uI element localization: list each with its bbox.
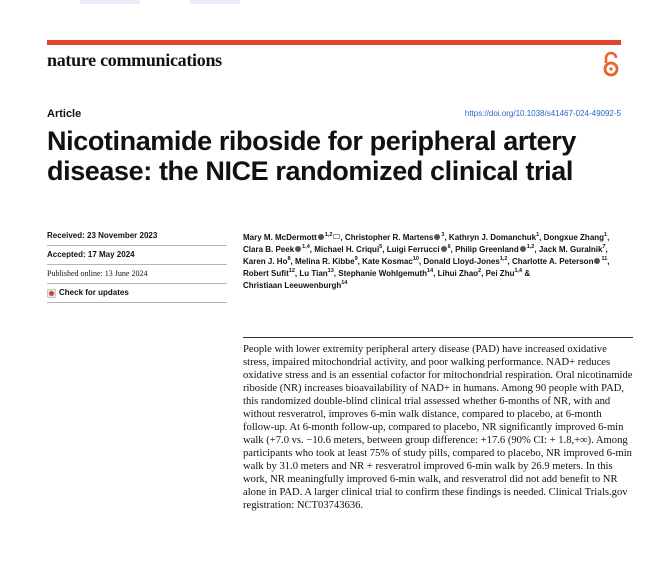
author-name[interactable]: Philip Greenland $^{1,2}$, [455,244,537,254]
author-name[interactable]: Christiaan Leeuwenburgh$^{14}$ [243,280,348,290]
affiliation-superscript: 1,4 [302,244,310,250]
affiliation-superscript: 1,2 [526,244,535,250]
author-name[interactable]: Charlotte A. Peterson $^{11}$, [511,256,610,266]
author-name[interactable]: Mary M. McDermott $^{1,2}$ , [243,232,343,242]
author-name[interactable]: Kate Kosmac$^{10}$, [362,256,422,266]
affiliation-superscript: 9 [354,256,358,262]
affiliation-superscript: 6 [447,244,451,250]
author-name[interactable]: Michael H. Criqui$^5$, [314,244,385,254]
affiliation-superscript: 12 [288,268,295,274]
check-for-updates-button[interactable] [47,283,227,303]
check-updates-label: Check for updates [59,288,129,297]
affiliation-superscript: 1 [604,232,608,238]
orcid-icon[interactable] [520,246,526,252]
abstract: People with lower extremity peripheral artery disease (PAD) have increased oxidative stress, impaired mitochondrial activity, and poor walking performance. NAD+ reduces oxidative stress and is an essential cofactor for mitochondrial respiration. Oral nicotinamide riboside (NR) increases bioavailability of NAD+ in humans. Among 90 people with PAD, this randomized double-blind clinical trial assessed whether 6-months of NR, with and without resveratrol, improves 6-min walk distance, compared to placebo, at 6-month follow-up. At 6-month follow-up, compared to placebo, NR significantly improved 6-min walk (+7.0 vs. −10.6 meters, between group difference: +17.6 (90% CI: + 1.8,+∞). Among participants who took at least 75% of study pills, compared to placebo, NR improved 6-min walk by 31.0 meters and NR + resveratrol improved 6-min walk by 26.9 meters. In this work, NR meaningfully improved 6-min walk, and resveratrol did not add benefit to NR alone in PAD. A larger clinical trial to confirm these findings is needed. Clinical Trials.gov registration: NCT03743636. [243,337,633,512]
article-title: Nicotinamide riboside for peripheral artery disease: the NICE randomized clinical trial [47,126,576,186]
author-name[interactable]: Karen J. Ho$^8$, [243,256,293,266]
author-name[interactable]: Lihui Zhao$^2$, [437,268,484,278]
affiliation-superscript: 1,4 [514,268,523,274]
orcid-icon[interactable] [594,258,600,264]
affiliation-superscript: 13 [327,268,334,274]
orcid-icon[interactable] [434,234,440,240]
author-list [243,232,633,292]
affiliation-superscript: 5 [379,244,383,250]
affiliation-superscript: 11 [601,256,608,262]
affiliation-superscript: 8 [287,256,291,262]
affiliation-superscript: 1 [536,232,540,238]
affiliation-superscript: 14 [427,268,434,274]
affiliation-superscript: 7 [602,244,606,250]
affiliation-superscript: 14 [341,280,348,286]
browser-top-strip [0,0,652,8]
affiliation-superscript: 10 [412,256,419,262]
received-date: Received: 23 November 2023 [47,231,158,240]
accepted-date: Accepted: 17 May 2024 [47,245,227,264]
author-name[interactable]: Dongxue Zhang$^1$, [543,232,610,242]
affiliation-superscript: 1,2 [499,256,508,262]
author-name[interactable]: Donald Lloyd-Jones$^{1,2}$, [423,256,510,266]
author-name[interactable]: Lu Tian$^{13}$, [299,268,337,278]
orcid-icon[interactable] [295,246,301,252]
check-updates-icon [47,289,56,298]
author-name[interactable]: Melina R. Kibbe$^9$, [295,256,360,266]
article-type-label: Article [47,108,82,120]
doi-link[interactable]: https://doi.org/10.1038/s41467-024-49092-5 [464,109,621,118]
author-name[interactable]: Pei Zhu$^{1,4}$ & [485,268,531,278]
journal-name[interactable]: nature communications [47,50,222,70]
author-name[interactable]: Jack M. Guralnik$^7$, [538,244,608,254]
affiliation-superscript: 1,2 [324,232,333,238]
affiliation-superscript: 2 [478,268,482,274]
published-date: Published online: 13 June 2024 [47,264,227,283]
author-name[interactable]: Robert Sufit$^{12}$, [243,268,298,278]
author-name[interactable]: Kathryn J. Domanchuk$^1$, [448,232,542,242]
orcid-icon[interactable] [441,246,447,252]
author-name[interactable]: Christopher R. Martens $^3$, [344,232,447,242]
open-access-icon[interactable] [600,50,622,78]
journal-header-rule [47,40,621,45]
orcid-icon[interactable] [318,234,324,240]
publication-history [47,229,227,303]
ghost-tab [190,0,240,4]
affiliation-superscript: 3 [441,232,445,238]
ghost-tab [80,0,140,4]
author-name[interactable]: Luigi Ferrucci $^6$, [386,244,453,254]
author-name[interactable]: Clara B. Peek $^{1,4}$, [243,244,313,254]
author-name[interactable]: Stephanie Wohlgemuth$^{14}$, [338,268,436,278]
